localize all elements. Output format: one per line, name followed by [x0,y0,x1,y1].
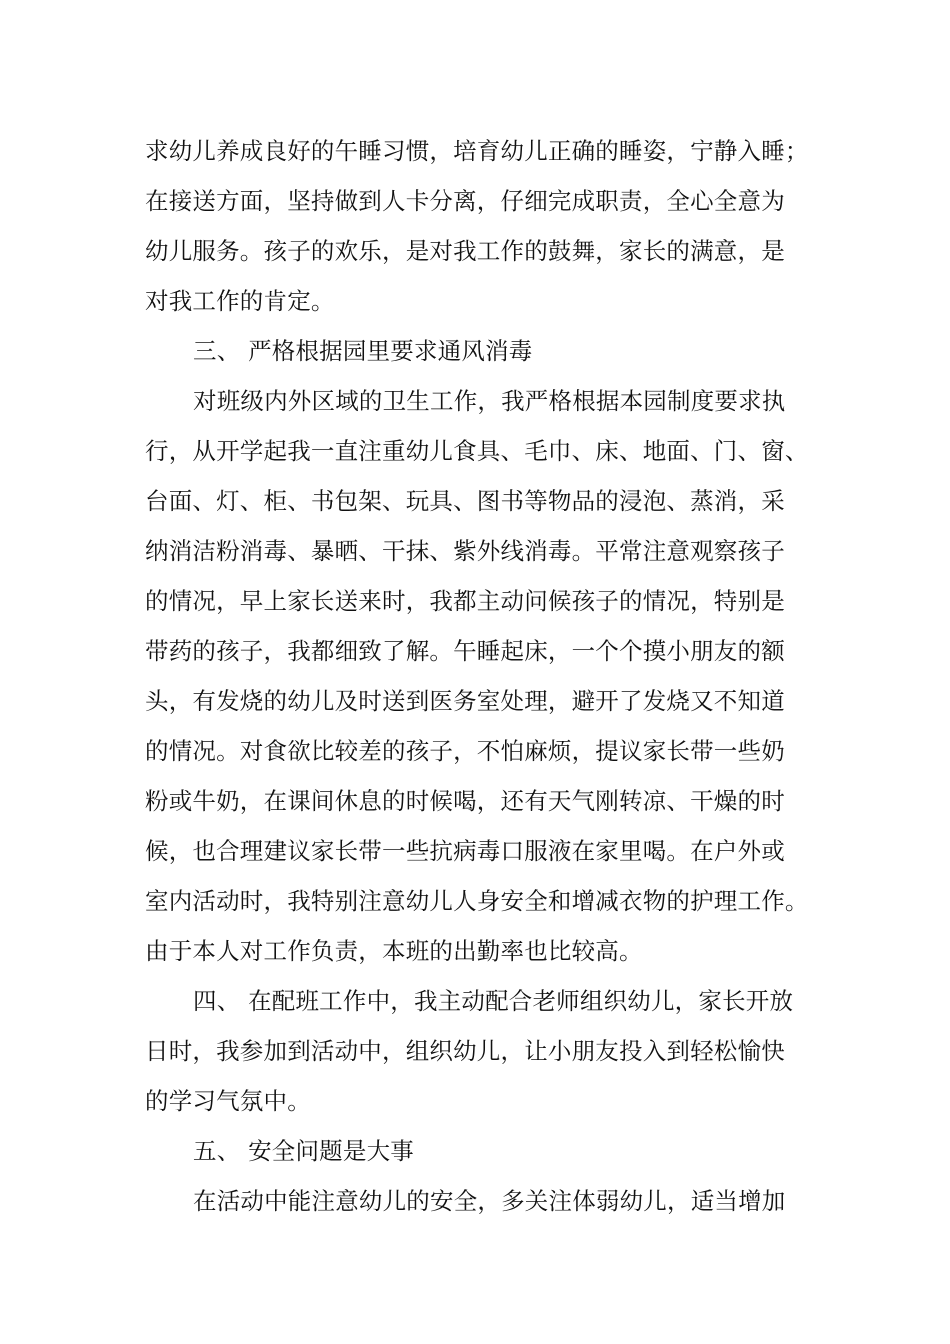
text-line: 的情况，早上家长送来时，我都主动问候孩子的情况，特别是 [145,587,785,615]
text-line: 的学习气氛中。 [145,1087,311,1115]
text-line: 台面、灯、柜、书包架、玩具、图书等物品的浸泡、蒸消，采 [145,487,785,515]
text-line: 候，也合理建议家长带一些抗病毒口服液在家里喝。在户外或 [145,837,785,865]
section-heading: 四、 在配班工作中，我主动配合老师组织幼儿，家长开放 [193,987,794,1015]
text-line: 由于本人对工作负责，本班的出勤率也比较高。 [145,937,643,965]
text-line: 幼儿服务。孩子的欢乐，是对我工作的鼓舞，家长的满意，是 [145,237,785,265]
text-line: 对我工作的肯定。 [145,287,335,315]
text-line: 带药的孩子，我都细致了解。午睡起床，一个个摸小朋友的额 [145,637,785,665]
text-line: 粉或牛奶，在课间休息的时候喝，还有天气刚转凉、干燥的时 [145,787,785,815]
section-heading: 五、 安全问题是大事 [193,1137,414,1165]
text-line: 头，有发烧的幼儿及时送到医务室处理，避开了发烧又不知道 [145,687,785,715]
text-line: 求幼儿养成良好的午睡习惯，培育幼儿正确的睡姿，宁静入睡； [145,137,809,165]
text-line: 行，从开学起我一直注重幼儿食具、毛巾、床、地面、门、窗、 [145,437,809,465]
text-line: 在活动中能注意幼儿的安全，多关注体弱幼儿，适当增加 [193,1187,786,1215]
text-line: 室内活动时，我特别注意幼儿人身安全和增减衣物的护理工作。 [145,887,809,915]
text-line: 在接送方面，坚持做到人卡分离，仔细完成职责，全心全意为 [145,187,785,215]
text-line: 对班级内外区域的卫生工作，我严格根据本园制度要求执 [193,387,786,415]
text-line: 的情况。对食欲比较差的孩子，不怕麻烦，提议家长带一些奶 [145,737,785,765]
text-line: 日时，我参加到活动中，组织幼儿，让小朋友投入到轻松愉快 [145,1037,785,1065]
text-line: 纳消洁粉消毒、暴晒、干抹、紫外线消毒。平常注意观察孩子 [145,537,785,565]
section-heading: 三、 严格根据园里要求通风消毒 [193,337,533,365]
